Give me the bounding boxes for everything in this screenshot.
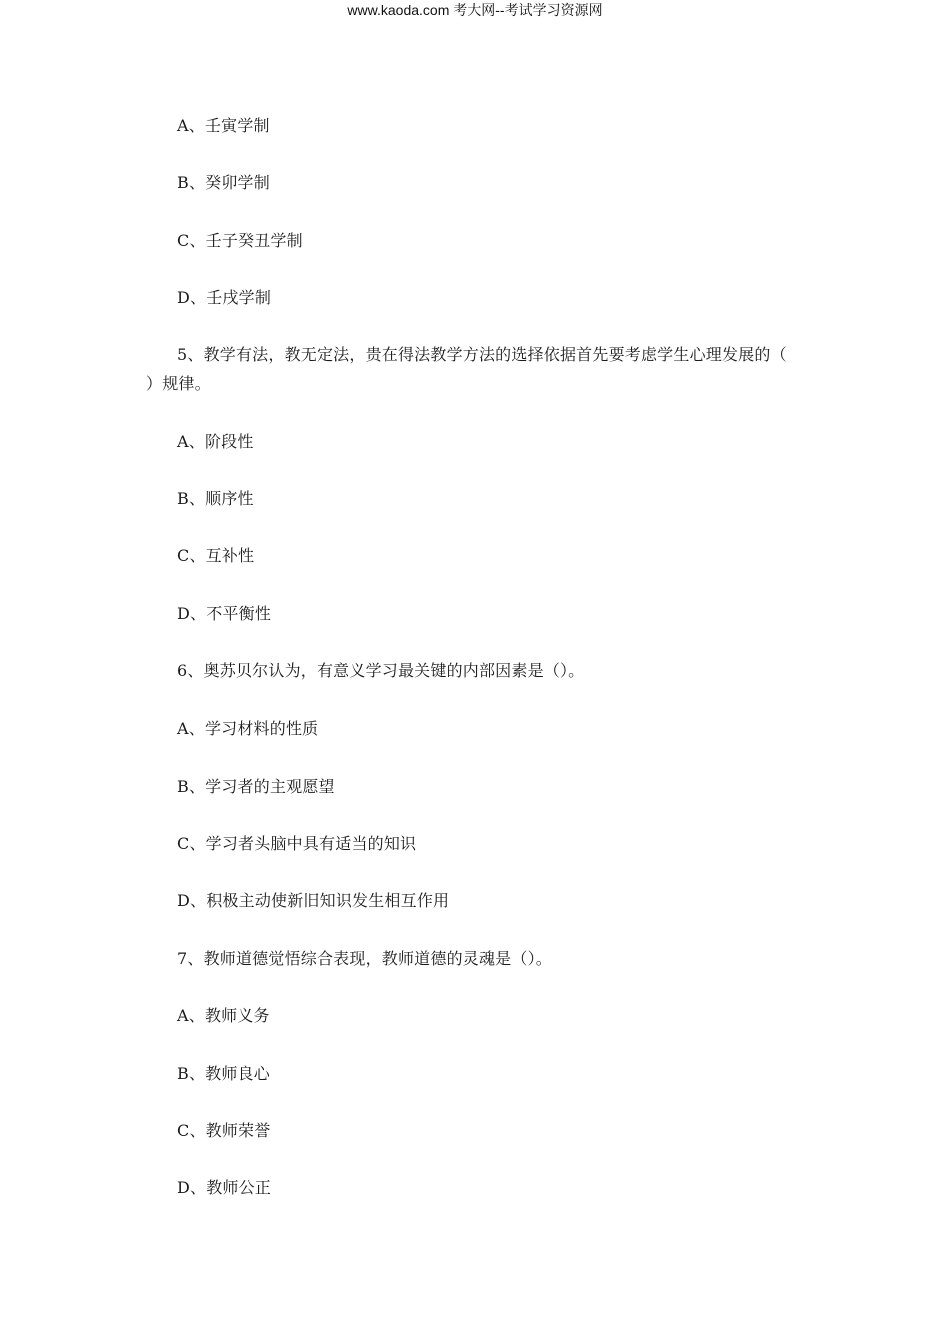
q5-option-a: A、阶段性 <box>177 432 254 451</box>
q5-option-b: B、顺序性 <box>177 489 254 508</box>
q4-option-a: A、壬寅学制 <box>177 116 270 135</box>
q7-option-b: B、教师良心 <box>177 1064 270 1083</box>
q4-option-b: B、癸卯学制 <box>177 173 270 192</box>
header-title: 考大网--考试学习资源网 <box>453 2 603 18</box>
q5-stem-line2: ）规律。 <box>146 374 211 393</box>
q6-option-d: D、积极主动使新旧知识发生相互作用 <box>177 891 450 910</box>
q6-stem: 6、奥苏贝尔认为，有意义学习最关键的内部因素是（）。 <box>177 661 585 680</box>
q7-option-d: D、教师公正 <box>177 1178 272 1197</box>
q4-option-d: D、壬戌学制 <box>177 288 272 307</box>
q4-option-c: C、壬子癸丑学制 <box>177 231 303 250</box>
q5-option-d: D、不平衡性 <box>177 604 272 623</box>
q6-option-c: C、学习者头脑中具有适当的知识 <box>177 834 417 853</box>
q6-option-b: B、学习者的主观愿望 <box>177 777 335 796</box>
q5-stem-line1: 5、教学有法，教无定法，贵在得法教学方法的选择依据首先要考虑学生心理发展的（ <box>177 345 787 364</box>
q7-option-a: A、教师义务 <box>177 1006 270 1025</box>
header-site: www.kaoda.com <box>347 2 450 18</box>
q6-option-a: A、学习材料的性质 <box>177 719 319 738</box>
q7-option-c: C、教师荣誉 <box>177 1121 271 1140</box>
q7-stem: 7、教师道德觉悟综合表现，教师道德的灵魂是（）。 <box>177 949 552 968</box>
q5-option-c: C、互补性 <box>177 546 255 565</box>
